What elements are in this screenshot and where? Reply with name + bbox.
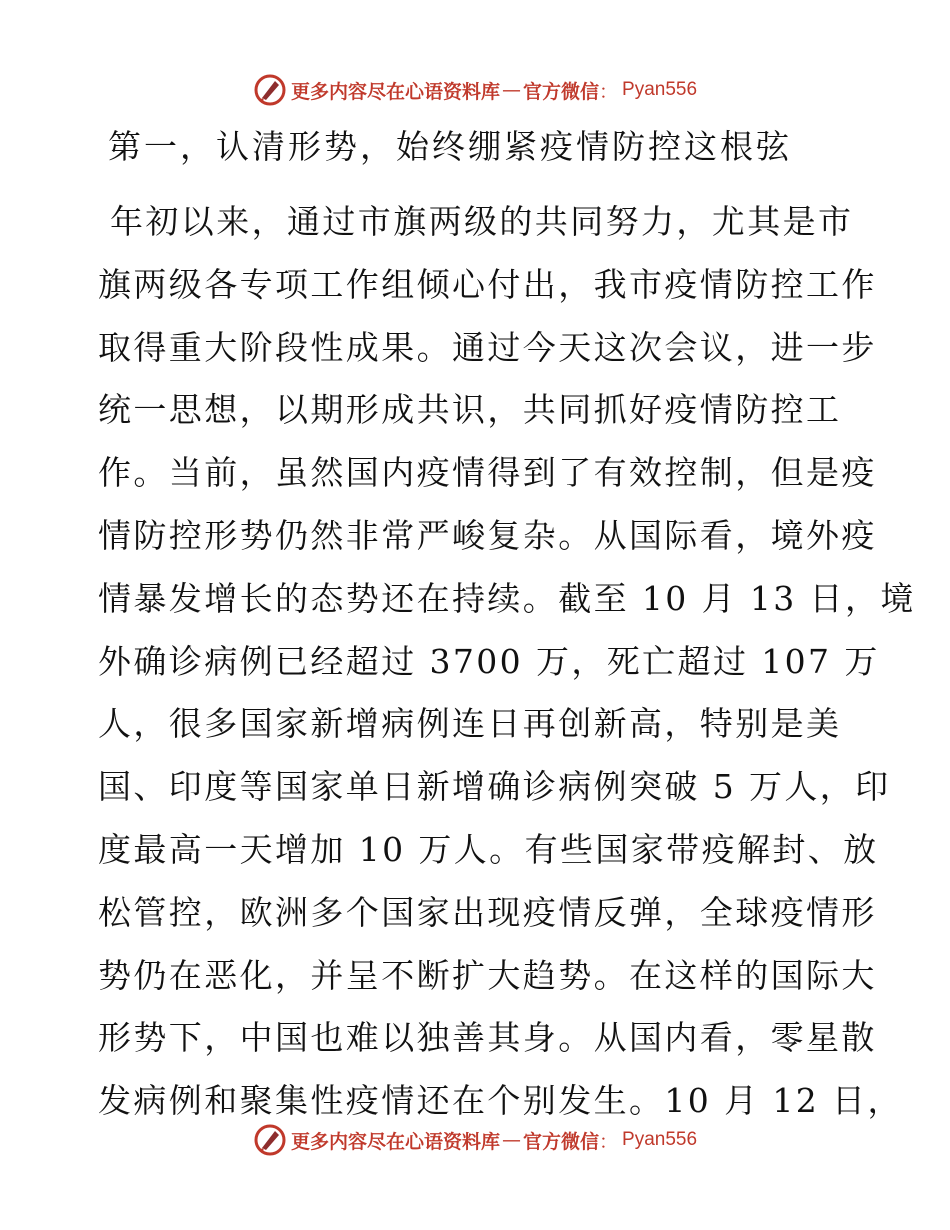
paragraph-line: 发病例和聚集性疫情还在个别发生。10 月 12 日， bbox=[98, 1081, 903, 1121]
paragraph-line: 年初以来，通过市旗两级的共同努力，尤其是市 bbox=[110, 202, 854, 241]
watermark-dash: — bbox=[501, 79, 521, 101]
watermark-separator: ： bbox=[599, 80, 619, 103]
paragraph-line: 作。当前，虽然国内疫情得到了有效控制，但是疫 bbox=[98, 453, 877, 493]
paragraph-line: 国、印度等国家单日新增确诊病例突破 5 万人，印 bbox=[98, 767, 891, 807]
watermark-text: 更多内容尽在心语资料库 bbox=[290, 1130, 500, 1153]
paragraph-line: 人，很多国家新增病例连日再创新高，特别是美 bbox=[98, 704, 842, 744]
watermark-wechat-label: 官方微信 bbox=[522, 80, 599, 103]
header-watermark bbox=[0, 72, 950, 108]
paragraph-line: 取得重大阶段性成果。通过今天这次会议，进一步 bbox=[98, 327, 877, 367]
watermark-dash: — bbox=[501, 1129, 521, 1151]
watermark-separator: ： bbox=[599, 1130, 619, 1153]
watermark-wechat-label: 官方微信 bbox=[522, 1130, 599, 1153]
fountain-pen-nib-icon bbox=[253, 1123, 287, 1157]
fountain-pen-nib-icon bbox=[253, 73, 287, 107]
section-heading: 第一，认清形势，始终绷紧疫情防控这根弦 bbox=[108, 127, 792, 166]
paragraph-line: 情防控形势仍然非常严峻复杂。从国际看，境外疫 bbox=[98, 515, 877, 555]
paragraph-line: 势仍在恶化，并呈不断扩大趋势。在这样的国际大 bbox=[98, 955, 877, 995]
watermark-wechat-id: Pyan556 bbox=[622, 79, 698, 100]
paragraph-line: 统一思想，以期形成共识，共同抓好疫情防控工 bbox=[98, 390, 842, 430]
watermark-wechat-id: Pyan556 bbox=[622, 1129, 698, 1150]
paragraph-line: 松管控，欧洲多个国家出现疫情反弹，全球疫情形 bbox=[98, 892, 877, 932]
paragraph-line: 形势下，中国也难以独善其身。从国内看，零星散 bbox=[98, 1018, 877, 1058]
body-paragraph bbox=[98, 196, 916, 1138]
paragraph-line: 外确诊病例已经超过 3700 万，死亡超过 107 万 bbox=[98, 641, 880, 681]
paragraph-line: 度最高一天增加 10 万人。有些国家带疫解封、放 bbox=[98, 829, 879, 869]
paragraph-line: 旗两级各专项工作组倾心付出，我市疫情防控工作 bbox=[98, 264, 877, 304]
paragraph-line: 情暴发增长的态势还在持续。截至 10 月 13 日，境 bbox=[98, 578, 916, 618]
footer-watermark bbox=[0, 1122, 950, 1158]
watermark-text: 更多内容尽在心语资料库 bbox=[290, 80, 500, 103]
